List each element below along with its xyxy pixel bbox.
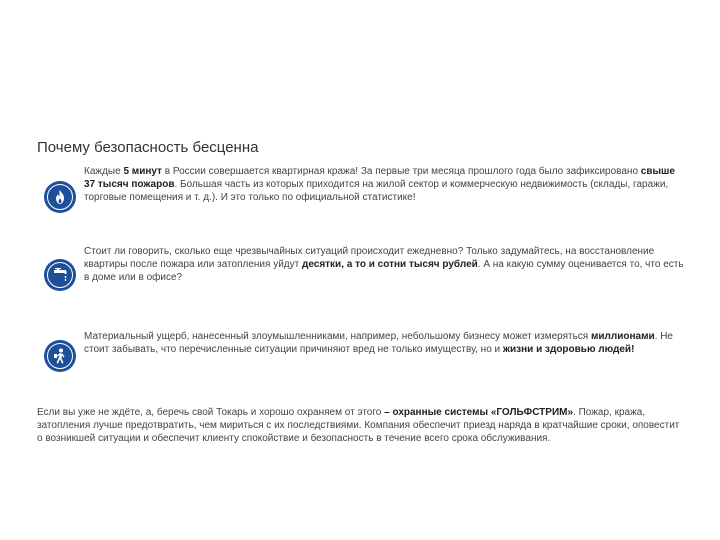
body-text: . Не стоит забывать, что перечисленные ситуации причиняют вред не только имуществу, но и bbox=[84, 331, 673, 355]
body-text: Каждые bbox=[84, 166, 124, 177]
body-text: Стоит ли говорить, сколько еще чрезвычайных ситуаций происходит ежедневно? Только задумайтесь, на восстановление квартиры после пожара или затопления уйдут bbox=[84, 246, 655, 270]
section-title: Почему безопасность бесценна bbox=[37, 139, 259, 156]
faucet-icon bbox=[44, 259, 76, 291]
fire-icon bbox=[44, 181, 76, 213]
body-text: . А на какую сумму оценивается то, что есть в доме или в офисе? bbox=[84, 259, 684, 283]
body-text: . Большая часть из которых приходится на жилой сектор и коммерческую недвижимость (склады, гаражи, торговые помещения и т. д.). И это только по официальной статистике! bbox=[84, 179, 669, 203]
company-description bbox=[37, 406, 685, 445]
burglar-icon bbox=[44, 340, 76, 372]
emphasis-text: миллионами bbox=[591, 331, 655, 342]
body-text: Если вы уже не ждёте, а, беречь свой Токарь и хорошо охраняем от этого bbox=[37, 407, 385, 418]
emphasis-text: – охранные системы «ГОЛЬФСТРИМ» bbox=[384, 407, 574, 418]
reason-text bbox=[84, 245, 684, 284]
body-text: . Пожар, кража, затопления лучше предотвратить, чем мириться с их последствиями. Компания обеспечит приезд наряда в кратчайшие сроки, оповестит о возникшей ситуации и обеспечит клиенту спокойствие и безопасность в течение всего срока обслуживания. bbox=[37, 407, 680, 444]
body-text: в России совершается квартирная кража! За первые три месяца прошлого года было зафиксировано bbox=[161, 166, 641, 177]
emphasis-text: жизни и здоровью людей! bbox=[502, 344, 635, 355]
emphasis-text: 5 минут bbox=[123, 166, 162, 177]
body-text: Материальный ущерб, нанесенный злоумышленниками, например, небольшому бизнесу может измеряться bbox=[84, 331, 591, 342]
emphasis-text: свыше 37 тысяч пожаров bbox=[84, 166, 675, 190]
reason-text bbox=[84, 165, 684, 204]
emphasis-text: десятки, а то и сотни тысяч рублей bbox=[301, 259, 478, 270]
reason-text bbox=[84, 330, 684, 356]
